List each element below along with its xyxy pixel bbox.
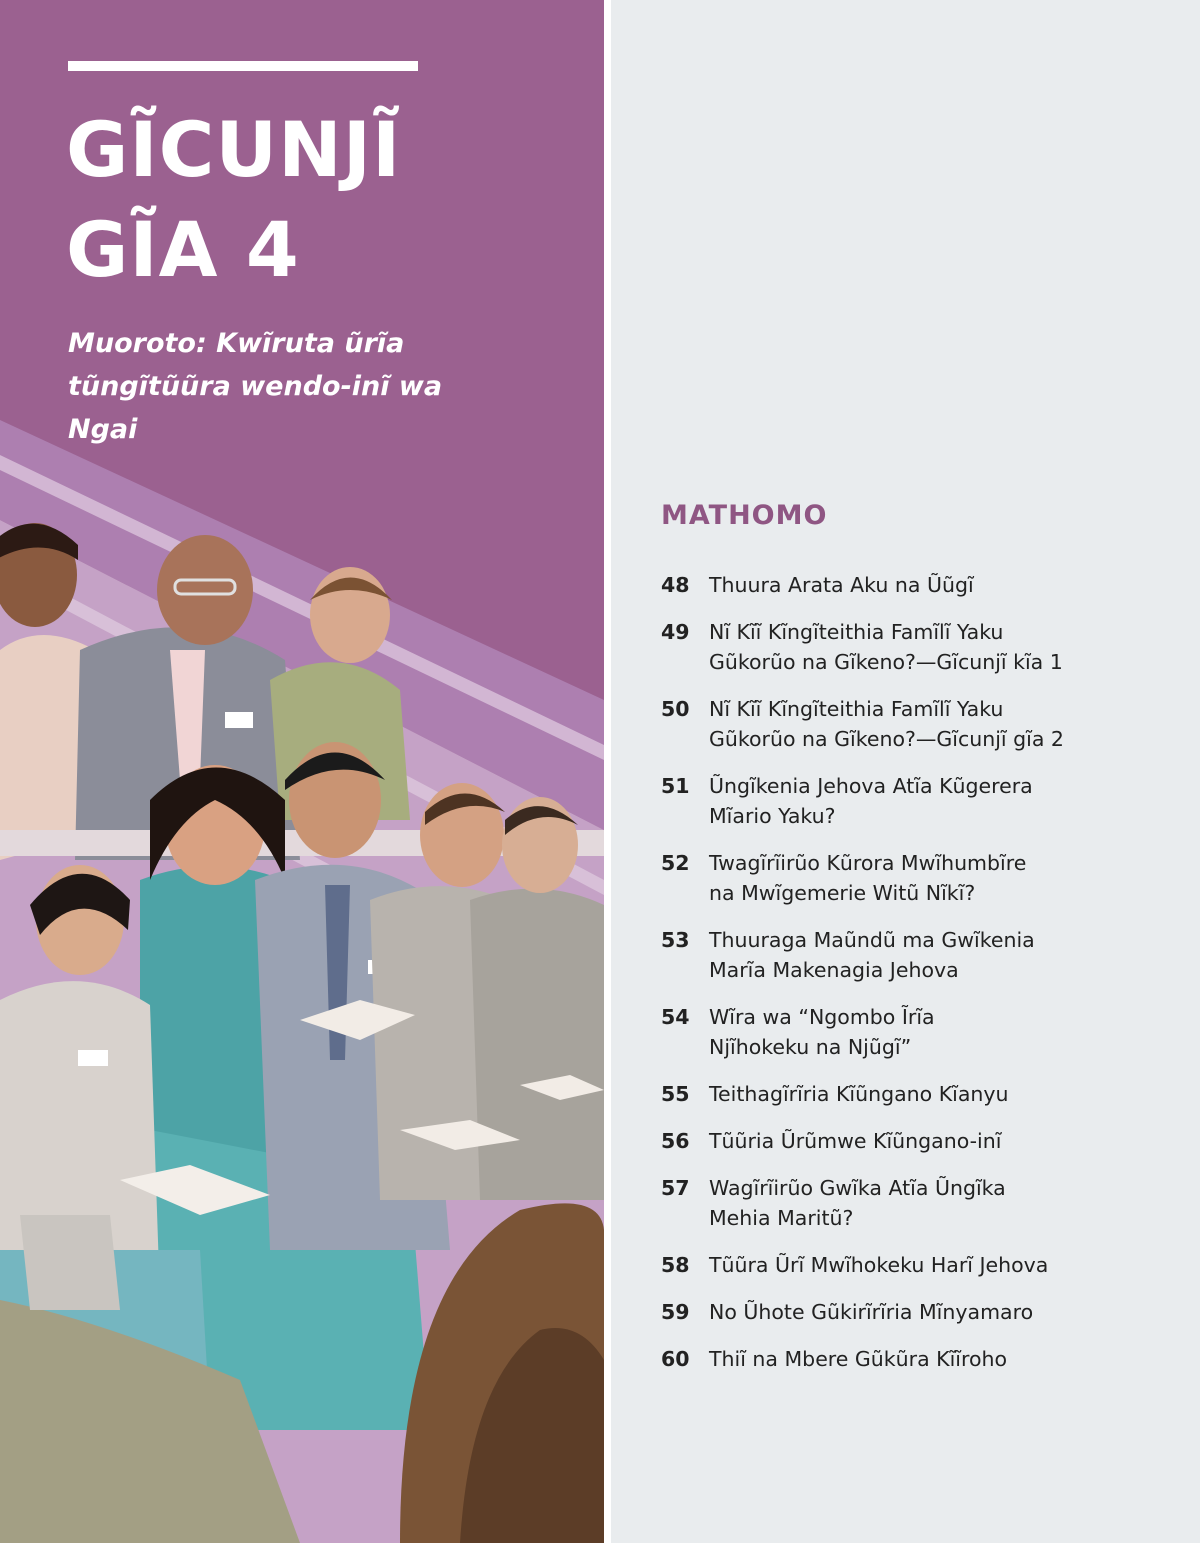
lesson-title: Nĩ Kĩĩ Kĩngĩteithia Famĩlĩ Yaku Gũkorũo na Gĩkeno?—Gĩcunjĩ gĩa 2 xyxy=(709,697,1064,751)
contents-heading: MATHOMO xyxy=(661,500,828,531)
lesson-number: 60 xyxy=(661,1347,690,1371)
chapter-title xyxy=(66,100,566,300)
lesson-item[interactable] xyxy=(661,1079,1181,1109)
lesson-item[interactable] xyxy=(661,925,1181,985)
lesson-title: Thuura Arata Aku na Ũũgĩ xyxy=(709,573,974,597)
page-divider xyxy=(604,0,611,1543)
chapter-title-line-2: GĨA 4 xyxy=(66,205,300,294)
title-rule xyxy=(68,61,418,71)
lesson-item[interactable] xyxy=(661,1344,1181,1374)
lesson-title: No Ũhote Gũkirĩrĩria Mĩnyamaro xyxy=(709,1300,1034,1324)
lesson-title: Tũũra Ũrĩ Mwĩhokeku Harĩ Jehova xyxy=(709,1253,1049,1277)
lesson-number: 57 xyxy=(661,1176,690,1200)
lesson-title: Teithagĩrĩria Kĩũngano Kĩanyu xyxy=(709,1082,1009,1106)
congregation-meeting-illustration xyxy=(0,400,604,1543)
lessons-list xyxy=(661,570,1181,1391)
lesson-title: Wĩra wa “Ngombo Ĩrĩa Njĩhokeku na Njũgĩ” xyxy=(709,1005,935,1059)
lesson-item[interactable] xyxy=(661,1297,1181,1327)
lesson-item[interactable] xyxy=(661,1250,1181,1280)
lesson-item[interactable] xyxy=(661,694,1181,754)
lesson-number: 53 xyxy=(661,928,690,952)
lesson-item[interactable] xyxy=(661,617,1181,677)
lesson-item[interactable] xyxy=(661,1173,1181,1233)
lesson-item[interactable] xyxy=(661,1002,1181,1062)
lesson-title: Wagĩrĩirũo Gwĩka Atĩa Ũngĩka Mehia Maritũ? xyxy=(709,1176,1006,1230)
lesson-title: Twagĩrĩirũo Kũrora Mwĩhumbĩre na Mwĩgemerie Witũ Nĩkĩ? xyxy=(709,851,1027,905)
lesson-number: 52 xyxy=(661,851,690,875)
lesson-number: 48 xyxy=(661,573,690,597)
lesson-number: 55 xyxy=(661,1082,690,1106)
lesson-number: 50 xyxy=(661,697,690,721)
lesson-item[interactable] xyxy=(661,848,1181,908)
lesson-number: 56 xyxy=(661,1129,690,1153)
lesson-number: 59 xyxy=(661,1300,690,1324)
lesson-title: Thiĩ na Mbere Gũkũra Kĩĩroho xyxy=(709,1347,1008,1371)
chapter-subtitle: Muoroto: Kwĩruta ũrĩa tũngĩtũũra wendo-inĩ wa Ngai xyxy=(68,328,443,445)
chapter-title-line-1: GĨCUNJĨ xyxy=(66,105,402,194)
lesson-item[interactable] xyxy=(661,771,1181,831)
lesson-item[interactable] xyxy=(661,570,1181,600)
lesson-number: 51 xyxy=(661,774,690,798)
lesson-title: Nĩ Kĩĩ Kĩngĩteithia Famĩlĩ Yaku Gũkorũo na Gĩkeno?—Gĩcunjĩ kĩa 1 xyxy=(709,620,1063,674)
lesson-title: Tũũria Ũrũmwe Kĩũngano-inĩ xyxy=(709,1129,1002,1153)
lesson-number: 54 xyxy=(661,1005,690,1029)
lesson-title: Ũngĩkenia Jehova Atĩa Kũgerera Mĩario Yaku? xyxy=(709,774,1033,828)
lesson-number: 49 xyxy=(661,620,690,644)
lesson-title: Thuuraga Maũndũ ma Gwĩkenia Marĩa Makenagia Jehova xyxy=(709,928,1035,982)
lesson-number: 58 xyxy=(661,1253,690,1277)
lesson-item[interactable] xyxy=(661,1126,1181,1156)
